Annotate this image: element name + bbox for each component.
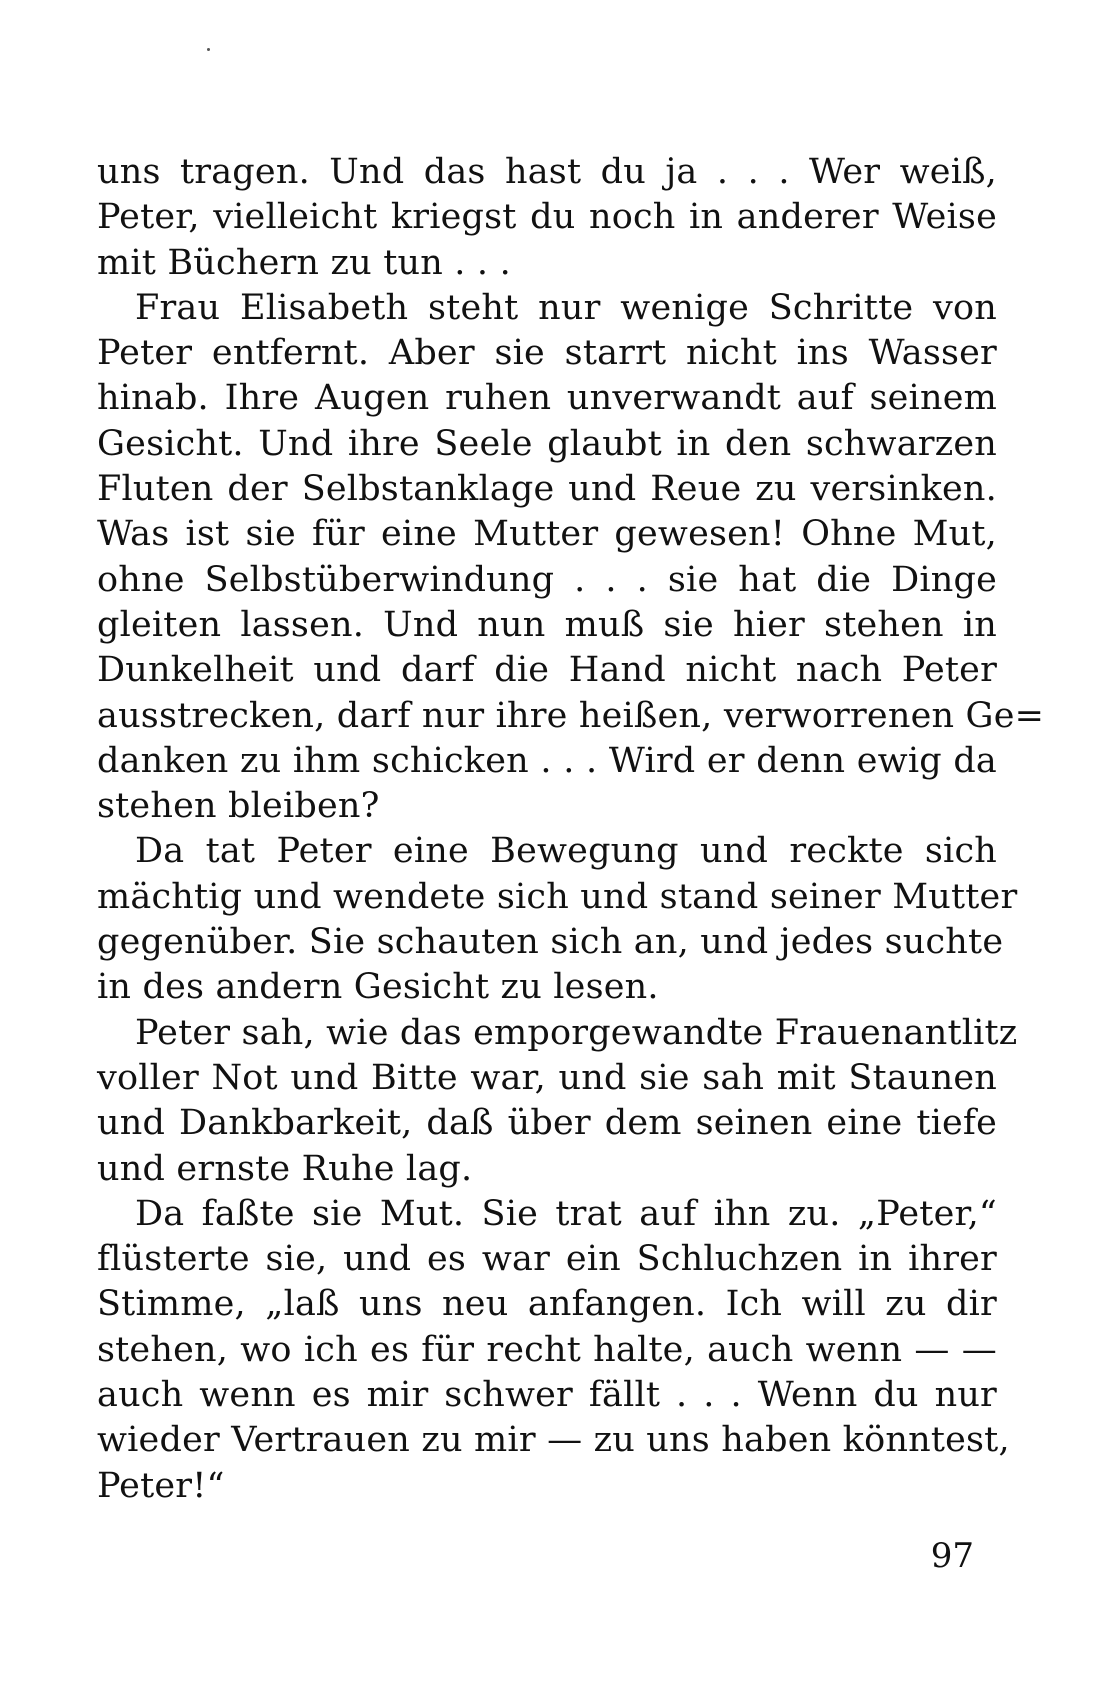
text-line-9: Was ist sie für eine Mutter gewesen! Ohne Mut, <box>97 514 997 555</box>
text-line-1: uns tragen. Und das hast du ja . . . Wer weiß, <box>97 152 997 192</box>
text-line-26: Stimme, „laß uns neu anfangen. Ich will zu dir <box>97 1284 997 1325</box>
text-line-22: und Dankbarkeit, daß über dem seinen eine tiefe <box>97 1103 997 1144</box>
text-line-29: wieder Vertrauen zu mir — zu uns haben könntest, <box>97 1420 1010 1461</box>
text-line-17: mächtig und wendete sich und stand seiner Mutter <box>97 876 1018 917</box>
text-line-28: auch wenn es mir schwer fällt . . . Wenn du nur <box>97 1375 997 1416</box>
text-line-6: hinab. Ihre Augen ruhen unverwandt auf seinem <box>97 378 997 419</box>
text-line-15: stehen bleiben? <box>97 786 380 827</box>
text-line-5: Peter entfernt. Aber sie starrt nicht ins Wasser <box>97 333 997 374</box>
page-body-text <box>97 150 1045 1509</box>
text-line-16: Da tat Peter eine Bewegung und reckte sich <box>135 831 997 872</box>
text-line-12: Dunkelheit und darf die Hand nicht nach Peter <box>97 650 997 691</box>
text-line-30: Peter!“ <box>97 1465 225 1506</box>
text-line-14: danken zu ihm schicken . . . Wird er denn ewig da <box>97 740 997 781</box>
page-number: 97 <box>930 1536 974 1576</box>
text-line-24: Da faßte sie Mut. Sie trat auf ihn zu. „Peter,“ <box>135 1193 997 1234</box>
print-speck <box>207 48 210 51</box>
text-line-25: flüsterte sie, und es war ein Schluchzen in ihrer <box>97 1239 997 1280</box>
text-line-7: Gesicht. Und ihre Seele glaubt in den schwarzen <box>97 423 997 464</box>
text-line-27: stehen, wo ich es für recht halte, auch wenn — — <box>97 1329 997 1370</box>
text-line-21: voller Not und Bitte war, und sie sah mit Staunen <box>97 1057 997 1098</box>
text-line-4: Frau Elisabeth steht nur wenige Schritte von <box>135 287 997 328</box>
text-line-2: Peter, vielleicht kriegst du noch in anderer Weise <box>97 197 997 238</box>
text-line-10: ohne Selbstüberwindung . . . sie hat die Dinge <box>97 559 997 600</box>
text-line-19: in des andern Gesicht zu lesen. <box>97 967 659 1008</box>
text-line-20: Peter sah, wie das emporgewandte Frauenantlitz <box>135 1012 1018 1053</box>
text-line-13: ausstrecken, darf nur ihre heißen, verworrenen Ge= <box>97 695 1045 736</box>
text-line-23: und ernste Ruhe lag. <box>97 1148 473 1189</box>
text-line-18: gegenüber. Sie schauten sich an, und jedes suchte <box>97 922 1004 963</box>
text-line-11: gleiten lassen. Und nun muß sie hier stehen in <box>97 604 997 645</box>
text-line-3: mit Büchern zu tun . . . <box>97 242 511 283</box>
text-line-8: Fluten der Selbstanklage und Reue zu versinken. <box>97 469 997 510</box>
